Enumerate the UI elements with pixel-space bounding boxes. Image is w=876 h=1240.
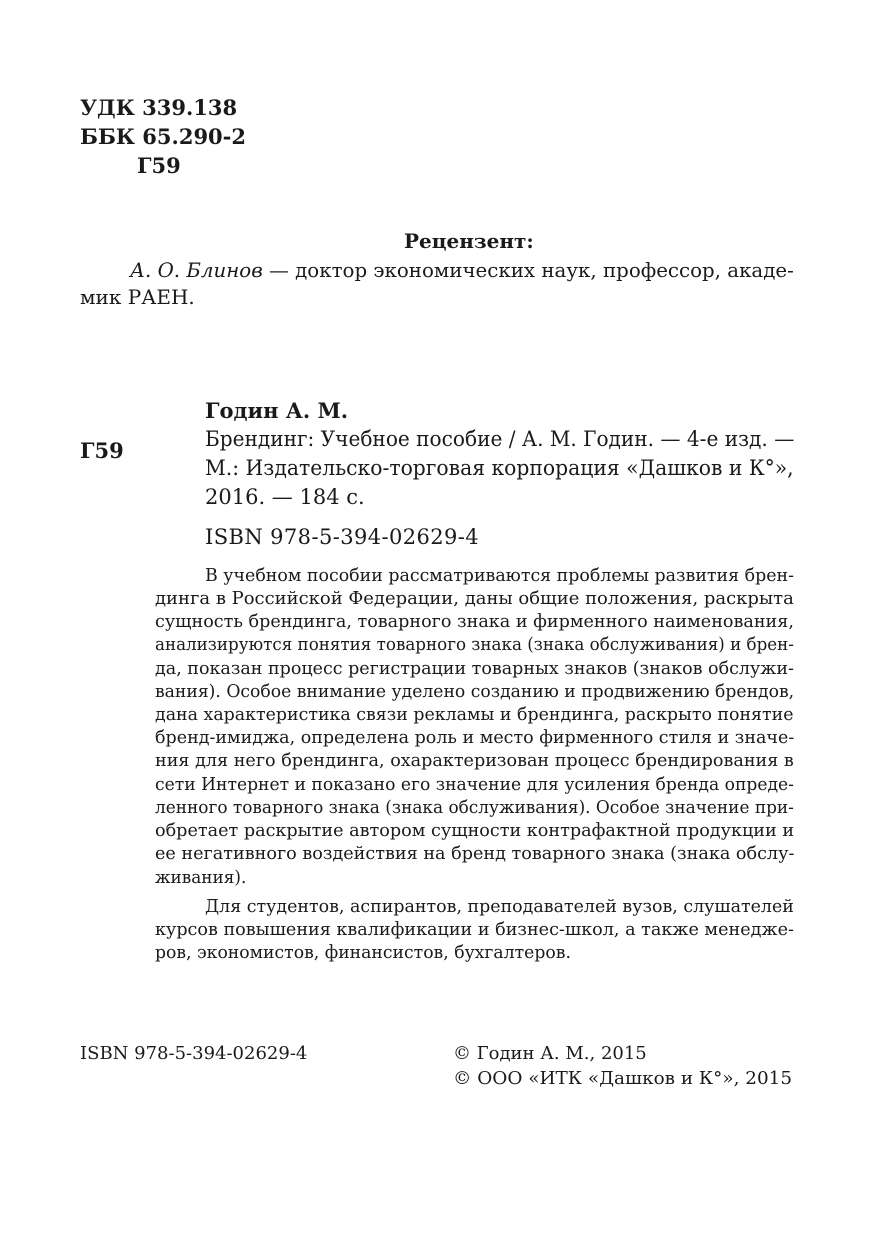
record-author: Годин А. М. — [205, 398, 349, 423]
reviewer-line-1 — [130, 258, 794, 282]
annotation-line: живания). — [155, 868, 247, 888]
annotation-line: бренд-имиджа, определена роль и место фирменного стиля и значе- — [155, 728, 795, 748]
annotation-line: сети Интернет и показано его значение для усиления бренда опреде- — [155, 775, 794, 795]
reviewer-heading: Рецензент: — [404, 229, 534, 253]
annotation-line: вания). Особое внимание уделено созданию и продвижению брендов, — [155, 682, 795, 702]
copyright-publisher: © ООО «ИТК «Дашков и К°», 2015 — [453, 1068, 793, 1089]
annotation-line: анализируются понятия товарного знака (знака обслуживания) и брен- — [155, 635, 794, 655]
annotation-line: дана характеристика связи рекламы и брендинга, раскрыто понятие — [155, 705, 794, 725]
record-line-2: М.: Издательско-торговая корпорация «Дашков и К°», — [205, 456, 794, 480]
record-line-3: 2016. — 184 с. — [205, 485, 365, 509]
footer-isbn: ISBN 978-5-394-02629-4 — [80, 1043, 308, 1064]
udk-code: УДК 339.138 — [80, 95, 238, 120]
annotation-line: динга в Российской Федерации, даны общие положения, раскрыта — [155, 589, 794, 609]
annotation-line: ров, экономистов, финансистов, бухгалтеров. — [155, 943, 571, 963]
annotation-line: ленного товарного знака (знака обслуживания). Особое значение при- — [155, 798, 794, 818]
record-isbn: ISBN 978-5-394-02629-4 — [205, 525, 480, 549]
annotation-line: да, показан процесс регистрации товарных знаков (знаков обслужи- — [155, 659, 794, 679]
annotation-line: обретает раскрытие автором сущности контрафактной продукции и — [155, 821, 795, 841]
annotation-line: ее негативного воздействия на бренд товарного знака (знака обслу- — [155, 844, 795, 864]
copyright-author: © Годин А. М., 2015 — [453, 1043, 647, 1064]
author-code: Г59 — [137, 153, 181, 178]
annotation-line: ния для него брендинга, охарактеризован процесс брендирования в — [155, 751, 794, 771]
reviewer-name: А. О. Блинов — [130, 258, 263, 282]
record-line-1: Брендинг: Учебное пособие / А. М. Годин. — 4-е изд. — — [205, 427, 795, 451]
bbk-code: ББК 65.290-2 — [80, 124, 247, 149]
annotation-line: курсов повышения квалификации и бизнес-школ, а также менедже- — [155, 920, 794, 940]
reviewer-line-2: мик РАЕН. — [80, 285, 195, 309]
reviewer-credentials: — доктор экономических наук, профессор, акаде- — [262, 258, 794, 282]
annotation-line: сущность брендинга, товарного знака и фирменного наименования, — [155, 612, 794, 632]
annotation-line: Для студентов, аспирантов, преподавателей вузов, слушателей — [205, 897, 794, 917]
record-author-code: Г59 — [80, 438, 124, 463]
annotation-line: В учебном пособии рассматриваются проблемы развития брен- — [205, 566, 794, 586]
